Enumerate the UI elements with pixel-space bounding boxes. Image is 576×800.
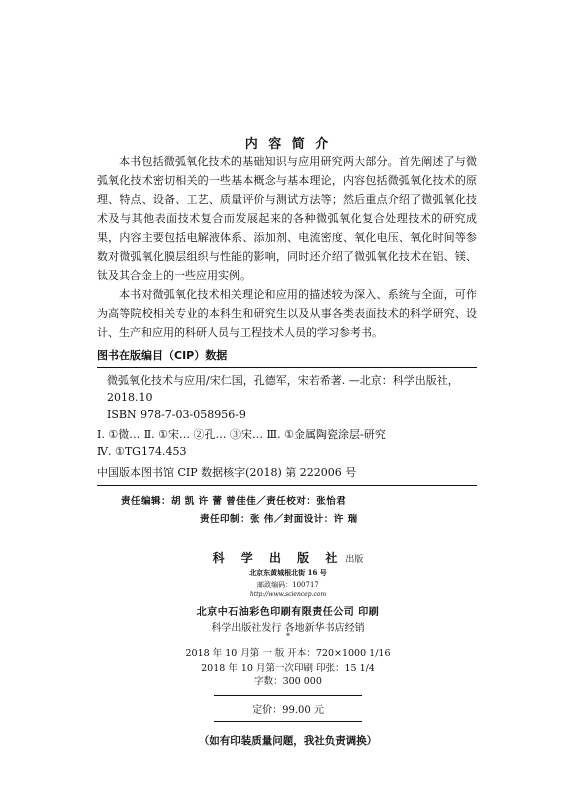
printing-line: 2018 年 10 月第一次印刷 印张：15 1/4 (201, 663, 375, 674)
price: 定价：99.00 元 (252, 705, 324, 716)
cip-classification-code: Ⅳ. ①TG174.453 (97, 445, 187, 458)
abstract-paragraph: 本书对微弧氧化技术相关理论和应用的描述较为深入、系统与全面，可作为高等院校相关专业的本科生和研究生以及从事各类表面技术的科学研究、设计、生产和应用的科研人员与工程技术人员的学习参考书。 (97, 288, 477, 339)
cip-number: 中国版本图书馆 CIP 数据核字(2018) 第 222006 号 (97, 460, 477, 486)
distribution: 科学出版社发行 各地新华书店经销 (211, 623, 365, 634)
abstract-paragraph: 本书包括微弧氧化技术的基础知识与应用研究两大部分。首先阐述了与微弧氧化技术密切相关的一些基本概念与基本理论，内容包括微弧氧化技术的原理、特点、设备、工艺、质量评价与测试方法等；然后重点介绍了微弧氧化技术及与其他表面技术复合而发展起来的各种微弧氧化复合处理技术的研究成果，内容主要包括电解液体系、添加剂、电流密度、氧化电压、氧化时间等参数对微弧氧化膜层组织与性能的影响，同时还介绍了微弧氧化技术在铝、镁、钛及其合金上的一些应用实例。 (97, 155, 477, 282)
separator-mark: * (286, 632, 290, 641)
cip-heading: 图书在版编目（CIP）数据 (97, 347, 477, 368)
publisher-zip: 邮政编码：100717 (257, 581, 319, 589)
quality-notice: （如有印装质量问题，我社负责调换） (198, 735, 378, 747)
publisher-suffix: 出版 (345, 555, 364, 565)
page-title: 内 容 简 介 (244, 137, 332, 152)
printer: 北京中石油彩色印刷有限责任公司 印刷 (196, 607, 380, 618)
print-credits: 责任印制：张 伟／封面设计：许 瑞 (200, 514, 358, 525)
editor-credits: 责任编辑：胡 凯 许 蕾 曾佳佳／责任校对：张怡君 (121, 496, 347, 507)
publisher-address: 北京东黄城根北街 16 号 (249, 568, 327, 577)
abstract (97, 152, 477, 342)
publisher-name (0, 549, 576, 566)
cip-block (97, 347, 477, 486)
cip-title-line: 微弧氧化技术与应用/宋仁国，孔德军，宋若希著. —北京：科学出版社， (107, 374, 459, 387)
cip-isbn: ISBN 978-7-03-058956-9 (107, 408, 246, 421)
publisher-name-text: 科 学 出 版 社 (212, 551, 344, 565)
publisher-url: http://www.sciencep.com (249, 591, 327, 598)
cip-date-line: 2018.10 (107, 391, 153, 404)
price-block (0, 690, 576, 727)
word-count: 字数：300 000 (254, 676, 322, 687)
price-rule-bottom (214, 721, 362, 722)
edition-line: 2018 年 10 月第 一 版 开本：720×1000 1/16 (185, 648, 391, 659)
cip-classification: Ⅰ. ①微… Ⅱ. ①宋… ②孔… ③宋… Ⅲ. ①金属陶瓷涂层-研究 (97, 428, 386, 441)
price-rule-top (214, 695, 362, 696)
